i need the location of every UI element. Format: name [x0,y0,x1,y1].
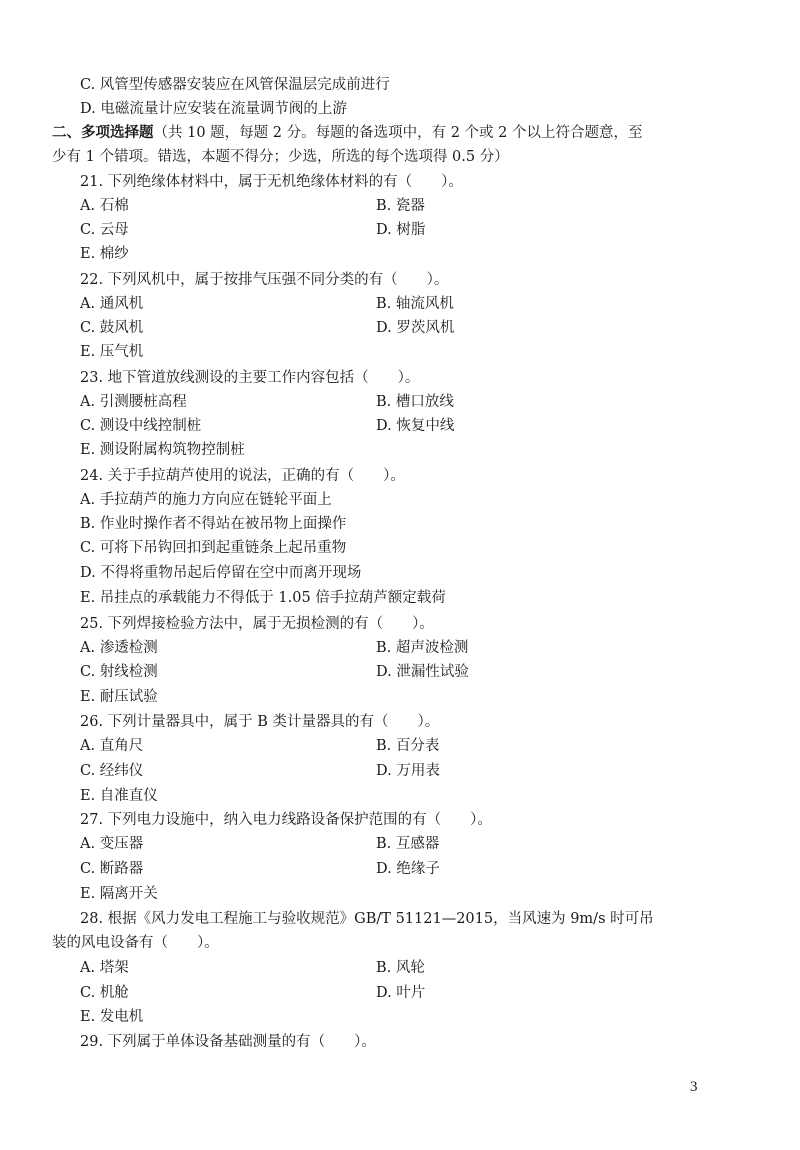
option-b: B. 瓷器 [376,198,425,214]
option-b: B. 槽口放线 [376,394,454,410]
option-d: D. 树脂 [376,222,426,238]
question-stem: 29. 下列属于单体设备基础测量的有（ ）。 [80,1034,376,1050]
option-e: E. 吊挂点的承载能力不得低于 1.05 倍手拉葫芦额定载荷 [80,590,446,606]
option-a: A. 变压器 [80,836,144,852]
option-d: D. 罗茨风机 [376,320,455,336]
option-e: E. 自准直仪 [80,788,158,804]
section-title: 二、多项选择题 [52,124,154,141]
option-a: A. 手拉葫芦的施力方向应在链轮平面上 [80,492,332,508]
option-c: C. 鼓风机 [80,320,144,336]
option-a: A. 塔架 [80,960,129,976]
option-b: B. 百分表 [376,738,440,754]
option-b: B. 轴流风机 [376,296,454,312]
section-instruction-cont: 少有 1 个错项。错选，本题不得分；少选，所选的每个选项得 0.5 分） [52,149,509,165]
option-a: A. 通风机 [80,296,144,312]
option-d: D. 叶片 [376,985,426,1001]
carryover-option-c: C. 风管型传感器安装应在风管保温层完成前进行 [80,77,390,93]
option-c: C. 经纬仪 [80,763,144,779]
question-stem: 22. 下列风机中，属于按排气压强不同分类的有（ ）。 [80,272,449,288]
option-c: C. 测设中线控制桩 [80,418,202,434]
option-d: D. 万用表 [376,763,440,779]
option-d: D. 恢复中线 [376,418,455,434]
option-e: E. 隔离开关 [80,886,158,902]
option-b: B. 互感器 [376,836,440,852]
option-d: D. 绝缘子 [376,861,440,877]
question-stem: 26. 下列计量器具中，属于 B 类计量器具的有（ ）。 [80,714,440,730]
option-a: A. 引测腰桩高程 [80,394,187,410]
page-number: 3 [690,1079,698,1095]
option-e: E. 耐压试验 [80,689,158,705]
section-heading [52,121,643,145]
question-stem-cont: 装的风电设备有（ ）。 [52,935,219,951]
option-b: B. 风轮 [376,960,425,976]
option-a: A. 石棉 [80,198,129,214]
option-a: A. 直角尺 [80,738,144,754]
question-stem: 21. 下列绝缘体材料中，属于无机绝缘体材料的有（ ）。 [80,174,463,190]
option-c: C. 云母 [80,222,129,238]
section-instruction: （共 10 题，每题 2 分。每题的备选项中，有 2 个或 2 个以上符合题意，至 [153,125,643,141]
option-d: D. 不得将重物吊起后停留在空中而离开现场 [80,565,362,581]
option-e: E. 棉纱 [80,246,129,262]
question-stem: 28. 根据《风力发电工程施工与验收规范》GB/T 51121—2015，当风速为 9m/s 时可吊 [80,911,654,927]
option-a: A. 渗透检测 [80,640,158,656]
option-b: B. 超声波检测 [376,640,469,656]
option-e: E. 发电机 [80,1009,144,1025]
option-c: C. 机舱 [80,985,129,1001]
option-c: C. 断路器 [80,861,144,877]
option-b: B. 作业时操作者不得站在被吊物上面操作 [80,516,347,532]
question-stem: 25. 下列焊接检验方法中，属于无损检测的有（ ）。 [80,616,434,632]
option-d: D. 泄漏性试验 [376,664,469,680]
option-e: E. 测设附属构筑物控制桩 [80,442,245,458]
question-stem: 27. 下列电力设施中，纳入电力线路设备保护范围的有（ ）。 [80,812,492,828]
option-c: C. 可将下吊钩回扣到起重链条上起吊重物 [80,540,347,556]
option-c: C. 射线检测 [80,664,158,680]
option-e: E. 压气机 [80,344,144,360]
question-stem: 23. 地下管道放线测设的主要工作内容包括（ ）。 [80,370,420,386]
question-stem: 24. 关于手拉葫芦使用的说法，正确的有（ ）。 [80,468,405,484]
carryover-option-d: D. 电磁流量计应安装在流量调节阀的上游 [80,101,347,117]
